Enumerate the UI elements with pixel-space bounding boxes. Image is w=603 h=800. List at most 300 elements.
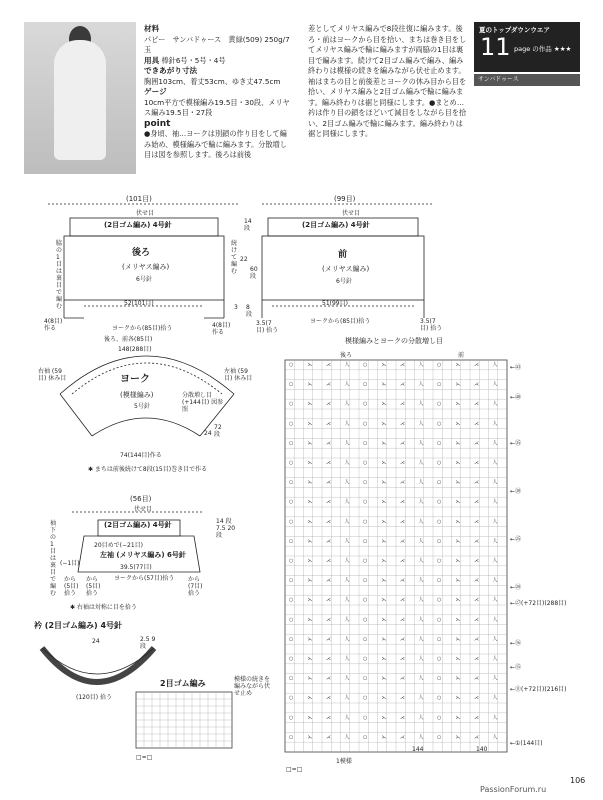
svg-text:○: ○ (289, 401, 294, 408)
row-inc-2: ←⑪(+72目)(216目) (510, 686, 567, 693)
svg-text:⋌: ⋌ (326, 538, 331, 545)
svg-text:人: 人 (418, 675, 424, 682)
svg-text:⋌: ⋌ (326, 420, 331, 427)
yoke-right-sleeve: 左袖 (59目) 休み目 (224, 368, 253, 382)
collar-pick: (120目) 拾う (76, 694, 113, 701)
svg-text:人: 人 (418, 420, 424, 427)
materials-heading: 材料 (144, 24, 160, 33)
svg-text:○: ○ (363, 636, 368, 643)
svg-text:⋌: ⋌ (400, 518, 405, 525)
svg-text:⋌: ⋌ (400, 381, 405, 388)
yoke-title: ヨーク (120, 374, 150, 385)
svg-text:⋌: ⋌ (474, 656, 479, 662)
svg-text:⋋: ⋋ (455, 518, 461, 525)
svg-text:⋌: ⋌ (400, 499, 405, 506)
sleeve-left-pick2: から (5目) 拾う (86, 576, 101, 597)
svg-text:⋌: ⋌ (326, 558, 331, 564)
svg-text:⋋: ⋋ (307, 420, 313, 427)
back-top-sts: (101目) (126, 195, 152, 203)
svg-text:○: ○ (437, 597, 442, 604)
svg-text:○: ○ (437, 362, 442, 368)
svg-text:⋌: ⋌ (326, 362, 331, 368)
svg-text:⋋: ⋋ (381, 558, 387, 564)
dim-3: 3 (234, 304, 238, 311)
svg-text:○: ○ (437, 714, 442, 721)
svg-text:人: 人 (492, 460, 498, 466)
svg-text:人: 人 (418, 558, 424, 564)
svg-text:○: ○ (363, 381, 368, 388)
svg-text:人: 人 (492, 597, 498, 604)
front-rib: (2目ゴム編み) 4号針 (302, 221, 370, 229)
svg-text:○: ○ (363, 656, 368, 662)
pattern-number: 11 (480, 33, 511, 61)
collar-title: 衿 (2目ゴム編み) 4号針 (34, 621, 123, 630)
svg-text:⋌: ⋌ (474, 597, 479, 604)
svg-text:⋌: ⋌ (326, 675, 331, 682)
row-mark-1: ←㊵ (510, 394, 522, 401)
svg-text:⋋: ⋋ (307, 714, 313, 721)
svg-text:人: 人 (344, 499, 350, 506)
svg-text:人: 人 (344, 577, 350, 584)
sleeve-from-yoke: ヨークから(57目)拾う (114, 575, 175, 582)
svg-text:⋋: ⋋ (381, 675, 387, 682)
svg-text:人: 人 (344, 401, 350, 408)
svg-text:○: ○ (437, 616, 442, 623)
svg-text:○: ○ (437, 636, 442, 643)
gauge-heading: ゲージ (144, 87, 167, 96)
front-from-yoke: ヨークから(85目)拾う (310, 318, 371, 325)
yoke-rows: 72 段 (214, 424, 222, 438)
svg-text:⋌: ⋌ (400, 734, 405, 741)
point-text: ●身頃、袖…ヨークは別鎖の作り目をして編み始め、模様編みで輪に編みます。分散増し目は図を参照します。後ろは前後 (144, 129, 287, 159)
svg-text:⋌: ⋌ (474, 460, 479, 466)
svg-text:⋋: ⋋ (455, 714, 461, 721)
series-title: 夏のトップダウンウエア (479, 26, 550, 34)
yoke-inner-width: 74(144目)作る (120, 452, 162, 459)
svg-text:人: 人 (492, 675, 498, 682)
svg-text:⋌: ⋌ (326, 577, 331, 584)
svg-text:⋋: ⋋ (307, 675, 313, 682)
svg-text:⋌: ⋌ (400, 616, 405, 623)
svg-text:⋋: ⋋ (307, 362, 313, 368)
svg-text:人: 人 (344, 362, 350, 368)
svg-text:○: ○ (289, 616, 294, 623)
svg-text:○: ○ (289, 636, 294, 643)
svg-text:人: 人 (492, 420, 498, 427)
dim-14: 14 段 (244, 218, 252, 232)
svg-text:⋋: ⋋ (307, 616, 313, 623)
svg-text:⋌: ⋌ (400, 362, 405, 368)
svg-text:⋌: ⋌ (474, 714, 479, 721)
front-right-pick: 3.5(7目) 拾う (420, 318, 443, 332)
yoke-height: 24 (204, 430, 212, 437)
svg-text:人: 人 (492, 656, 498, 662)
instructions-text: 差としてメリヤス編みで8段往復に編みます。後ろ・前はヨークから目を拾い、まちは巻き目をしてメリヤス編みで輪に編みますが両脇の1目は裏目で編みます。続けて2目ゴム編みで編み、編み終わりは模様の続きを編みながら伏せ止めます。袖はまちの目と前後差とヨークの休み目から目を拾い、メリヤス編みと2目ゴム編みで輪に編みます。編み終わりは裾と同様にします。●まとめ…衿は作り目の鎖をほどいて減目をしながら目を拾い、2目ゴム編みで輪に編みます。編み終わりは裾と同様にします。 (308, 24, 467, 138)
svg-text:⋋: ⋋ (307, 558, 313, 564)
svg-text:人: 人 (418, 714, 424, 721)
back-from-yoke: ヨークから(85目)拾う (112, 325, 173, 332)
size-text: 胸囲103cm、着丈53cm、ゆき丈47.5cm (144, 76, 281, 86)
svg-text:⋋: ⋋ (381, 362, 387, 368)
svg-text:人: 人 (344, 616, 350, 623)
svg-text:人: 人 (344, 420, 350, 427)
svg-text:⋌: ⋌ (474, 518, 479, 525)
svg-text:○: ○ (363, 558, 368, 564)
back-title: 後ろ (132, 248, 151, 258)
svg-text:⋋: ⋋ (307, 597, 313, 604)
svg-text:⋌: ⋌ (474, 479, 479, 486)
back-right-make: 4(8目) 作る (212, 322, 231, 336)
svg-text:○: ○ (363, 695, 368, 702)
svg-text:○: ○ (363, 362, 368, 368)
svg-text:人: 人 (344, 518, 350, 525)
row-mark-2: ←㉟ (510, 440, 522, 447)
svg-text:⋌: ⋌ (474, 577, 479, 584)
svg-text:⋌: ⋌ (326, 499, 331, 506)
yoke-left-sleeve: 右袖 (59目) 休み目 (38, 368, 67, 382)
svg-text:○: ○ (437, 656, 442, 662)
svg-text:⋌: ⋌ (400, 577, 405, 584)
svg-text:人: 人 (492, 714, 498, 721)
svg-text:⋌: ⋌ (474, 381, 479, 388)
svg-text:⋋: ⋋ (381, 616, 387, 623)
yoke-increase: 分散増し目 (+144目) 図参照 (182, 392, 224, 413)
svg-text:○: ○ (437, 499, 442, 506)
svg-text:○: ○ (289, 714, 294, 721)
svg-text:人: 人 (492, 518, 498, 525)
back-width: 52(101目) (124, 300, 154, 307)
sleeve-right-pick: から (7目) 拾う (188, 576, 203, 597)
sleeve-minus-one: (−1目) (60, 560, 80, 567)
svg-text:○: ○ (437, 460, 442, 466)
svg-text:⋋: ⋋ (307, 401, 313, 408)
svg-text:人: 人 (418, 499, 424, 506)
svg-text:⋋: ⋋ (381, 695, 387, 702)
svg-text:○: ○ (437, 538, 442, 545)
svg-text:○: ○ (363, 714, 368, 721)
svg-text:人: 人 (418, 695, 424, 702)
svg-text:人: 人 (344, 558, 350, 564)
svg-text:人: 人 (418, 577, 424, 584)
point-heading: point (144, 118, 171, 129)
svg-text:⋌: ⋌ (400, 656, 405, 662)
svg-text:⋋: ⋋ (307, 499, 313, 506)
chart-140: 140 (476, 746, 488, 753)
svg-text:○: ○ (363, 597, 368, 604)
svg-text:⋋: ⋋ (307, 381, 313, 388)
svg-text:人: 人 (492, 499, 498, 506)
svg-text:⋌: ⋌ (326, 597, 331, 604)
svg-text:⋋: ⋋ (381, 479, 387, 486)
svg-text:○: ○ (363, 577, 368, 584)
watermark: PassionForum.ru (480, 785, 547, 794)
svg-text:⋋: ⋋ (455, 597, 461, 604)
svg-text:⋌: ⋌ (474, 734, 479, 741)
pattern-label: 1模様 (336, 758, 352, 765)
svg-text:人: 人 (418, 518, 424, 525)
svg-text:人: 人 (418, 460, 424, 466)
svg-text:○: ○ (289, 695, 294, 702)
svg-text:⋋: ⋋ (307, 538, 313, 545)
svg-text:⋋: ⋋ (307, 656, 313, 662)
svg-text:○: ○ (363, 518, 368, 525)
svg-text:人: 人 (492, 479, 498, 486)
row-mark-6: ←⑯ (510, 640, 522, 647)
back-side-note: 脇の1目は裏目で編む (56, 240, 63, 310)
svg-text:⋌: ⋌ (400, 538, 405, 545)
svg-text:○: ○ (289, 518, 294, 525)
svg-text:⋋: ⋋ (455, 460, 461, 466)
svg-text:○: ○ (437, 420, 442, 427)
svg-text:⋋: ⋋ (307, 577, 313, 584)
svg-text:人: 人 (344, 538, 350, 545)
sleeve-fuse: 伏せ目 (134, 506, 153, 513)
svg-text:⋋: ⋋ (307, 636, 313, 643)
svg-text:人: 人 (344, 381, 350, 388)
svg-text:⋋: ⋋ (307, 460, 313, 466)
svg-text:⋋: ⋋ (455, 401, 461, 408)
svg-text:○: ○ (437, 577, 442, 584)
sleeve-side-note: 袖下の1目は裏目で編む (50, 520, 57, 597)
svg-text:人: 人 (344, 440, 350, 447)
svg-text:⋌: ⋌ (326, 440, 331, 447)
svg-text:○: ○ (437, 381, 442, 388)
svg-text:人: 人 (492, 362, 498, 368)
front-width: 51(99目) (322, 300, 348, 307)
collar-width: 24 (92, 638, 100, 645)
svg-text:⋌: ⋌ (326, 616, 331, 623)
svg-text:⋌: ⋌ (400, 597, 405, 604)
tools-text: 棒針6号・5号・4号 (161, 55, 226, 65)
svg-text:⋋: ⋋ (381, 401, 387, 408)
svg-text:○: ○ (363, 538, 368, 545)
svg-text:⋋: ⋋ (381, 577, 387, 584)
front-fuse: 伏せ目 (342, 210, 361, 217)
svg-text:○: ○ (289, 362, 294, 368)
page-label: page の作品 ★★★ (514, 45, 572, 53)
dim-22: 22 (240, 256, 248, 263)
svg-text:⋋: ⋋ (381, 538, 387, 545)
sleeve-width: 39.5(77目) (120, 564, 152, 571)
svg-text:⋋: ⋋ (381, 597, 387, 604)
svg-text:○: ○ (289, 440, 294, 447)
svg-text:⋌: ⋌ (400, 460, 405, 466)
size-heading: できあがり寸法 (144, 66, 198, 75)
svg-text:⋋: ⋋ (307, 440, 313, 447)
svg-text:⋌: ⋌ (400, 558, 405, 564)
svg-text:人: 人 (418, 401, 424, 408)
svg-text:○: ○ (363, 616, 368, 623)
svg-text:⋋: ⋋ (455, 479, 461, 486)
svg-text:⋋: ⋋ (381, 636, 387, 643)
svg-text:⋋: ⋋ (455, 420, 461, 427)
svg-text:人: 人 (492, 381, 498, 388)
svg-text:○: ○ (289, 420, 294, 427)
svg-text:⋋: ⋋ (381, 381, 387, 388)
svg-text:○: ○ (437, 675, 442, 682)
yoke-inner (92, 418, 200, 436)
svg-text:⋌: ⋌ (326, 518, 331, 525)
brand-label: サンバドゥース (474, 74, 580, 86)
svg-text:人: 人 (418, 636, 424, 643)
yoke-note: ✱ まちは前後続けて8段(15目)巻き目で作る (88, 466, 208, 473)
front-title: 前 (338, 250, 348, 260)
svg-text:○: ○ (363, 440, 368, 447)
svg-text:⋌: ⋌ (326, 401, 331, 408)
svg-text:⋌: ⋌ (326, 636, 331, 643)
rib-chart-legend: □=□ (136, 754, 153, 761)
svg-text:⋋: ⋋ (381, 440, 387, 447)
sleeve-left-pick: から (5目) 拾う (64, 576, 79, 597)
svg-text:人: 人 (344, 714, 350, 721)
svg-text:人: 人 (344, 479, 350, 486)
svg-text:⋋: ⋋ (307, 479, 313, 486)
svg-text:⋌: ⋌ (326, 656, 331, 662)
svg-text:○: ○ (437, 440, 442, 447)
row-start: ←①(144目) (510, 740, 543, 747)
svg-text:⋌: ⋌ (474, 675, 479, 682)
svg-text:⋋: ⋋ (455, 675, 461, 682)
svg-text:人: 人 (344, 656, 350, 662)
pattern-chart-front: 前 (458, 352, 465, 359)
svg-text:○: ○ (289, 499, 294, 506)
svg-text:○: ○ (437, 734, 442, 741)
svg-text:人: 人 (344, 734, 350, 741)
sleeve-top-sts: (56目) (130, 495, 152, 503)
yoke-subtitle: (模様編み) (120, 391, 154, 399)
svg-text:⋌: ⋌ (474, 420, 479, 427)
svg-text:⋋: ⋋ (307, 734, 313, 741)
sleeve-rib: (2目ゴム編み) 4号針 (104, 521, 172, 529)
svg-text:○: ○ (363, 479, 368, 486)
page-number: 106 (570, 776, 586, 785)
svg-text:⋋: ⋋ (455, 656, 461, 662)
svg-text:⋋: ⋋ (455, 362, 461, 368)
row-mark-4: ←㉕ (510, 536, 522, 543)
svg-text:⋋: ⋋ (381, 518, 387, 525)
svg-text:⋋: ⋋ (455, 695, 461, 702)
yoke-outer-width: 148(288目) (118, 346, 152, 353)
svg-text:人: 人 (492, 440, 498, 447)
sleeve-title: 左袖 (メリヤス編み) 6号針 (100, 551, 186, 559)
svg-text:○: ○ (363, 675, 368, 682)
svg-text:人: 人 (418, 440, 424, 447)
svg-text:⋌: ⋌ (474, 695, 479, 702)
svg-text:⋌: ⋌ (400, 440, 405, 447)
svg-text:○: ○ (289, 656, 294, 662)
svg-text:人: 人 (418, 734, 424, 741)
svg-text:人: 人 (344, 695, 350, 702)
front-left-pick: 3.5(7目) 拾う (256, 320, 279, 334)
sleeve-note: ✱ 右袖は対称に目を拾う (70, 604, 137, 611)
svg-text:人: 人 (492, 538, 498, 545)
svg-text:⋌: ⋌ (326, 695, 331, 702)
tools-heading: 用具 (144, 55, 160, 65)
svg-text:⋌: ⋌ (326, 734, 331, 741)
svg-text:⋋: ⋋ (381, 714, 387, 721)
row-inc-1: ←㉗(+72目)(288目) (510, 600, 567, 607)
dim-8: 8 段 (246, 304, 253, 318)
svg-text:⋌: ⋌ (474, 616, 479, 623)
continue-note: 続けて編む (231, 240, 238, 275)
svg-text:⋋: ⋋ (381, 734, 387, 741)
svg-text:⋌: ⋌ (326, 714, 331, 721)
svg-text:⋌: ⋌ (400, 695, 405, 702)
svg-text:人: 人 (492, 558, 498, 564)
svg-text:○: ○ (437, 558, 442, 564)
yoke-top: 後ろ、前各(85目) (104, 336, 153, 343)
svg-text:○: ○ (437, 695, 442, 702)
back-fuse: 伏せ目 (136, 210, 155, 217)
svg-text:⋌: ⋌ (326, 381, 331, 388)
svg-text:○: ○ (289, 675, 294, 682)
back-subtitle: (メリヤス編み) (122, 263, 170, 271)
svg-text:⋋: ⋋ (455, 558, 461, 564)
svg-text:人: 人 (418, 362, 424, 368)
svg-text:○: ○ (363, 401, 368, 408)
svg-text:人: 人 (492, 577, 498, 584)
back-left-make: 4(8目) 作る (44, 318, 63, 332)
row-mark-0: ←㊸ (510, 364, 522, 371)
svg-text:○: ○ (363, 499, 368, 506)
svg-text:○: ○ (437, 401, 442, 408)
svg-text:⋋: ⋋ (455, 616, 461, 623)
svg-text:人: 人 (418, 616, 424, 623)
svg-text:⋋: ⋋ (455, 440, 461, 447)
svg-text:⋌: ⋌ (474, 538, 479, 545)
svg-text:⋌: ⋌ (326, 479, 331, 486)
svg-text:⋌: ⋌ (474, 440, 479, 447)
svg-text:人: 人 (492, 401, 498, 408)
collar-shape (42, 648, 154, 682)
svg-text:人: 人 (492, 616, 498, 623)
row-mark-3: ←㉚ (510, 488, 522, 495)
svg-text:⋌: ⋌ (400, 636, 405, 643)
sleeve-dims: 14 段 7.5 20 段 (216, 518, 236, 539)
svg-text:⋋: ⋋ (381, 460, 387, 466)
svg-text:⋌: ⋌ (400, 675, 405, 682)
back-needle: 6号針 (136, 276, 152, 283)
svg-text:○: ○ (289, 381, 294, 388)
svg-text:⋋: ⋋ (455, 734, 461, 741)
svg-text:○: ○ (363, 460, 368, 466)
svg-text:⋋: ⋋ (381, 499, 387, 506)
svg-text:人: 人 (418, 597, 424, 604)
gauge-text: 10cm平方で模様編み19.5目・30段、メリヤス編み19.5目・27段 (144, 97, 290, 117)
rib-chart-title: 2目ゴム編み (160, 679, 206, 688)
svg-text:○: ○ (289, 538, 294, 545)
svg-text:人: 人 (344, 597, 350, 604)
svg-text:⋌: ⋌ (326, 460, 331, 466)
svg-text:⋌: ⋌ (400, 479, 405, 486)
svg-text:人: 人 (344, 675, 350, 682)
row-mark-5: ←⑳ (510, 584, 522, 591)
svg-text:⋌: ⋌ (474, 362, 479, 368)
svg-text:人: 人 (492, 695, 498, 702)
svg-text:人: 人 (418, 479, 424, 486)
svg-text:⋋: ⋋ (455, 636, 461, 643)
svg-text:○: ○ (363, 734, 368, 741)
front-needle: 6号針 (336, 278, 352, 285)
svg-text:○: ○ (289, 460, 294, 466)
svg-text:⋋: ⋋ (455, 538, 461, 545)
yoke-needle: 5号針 (134, 403, 150, 410)
pattern-chart-legend: □=□ (286, 766, 303, 773)
svg-text:○: ○ (289, 577, 294, 584)
svg-text:⋌: ⋌ (474, 636, 479, 643)
pattern-chart-title: 模様編みとヨークの分散増し目 (345, 337, 443, 345)
collar-dims: 2.5 9 段 (140, 636, 156, 650)
